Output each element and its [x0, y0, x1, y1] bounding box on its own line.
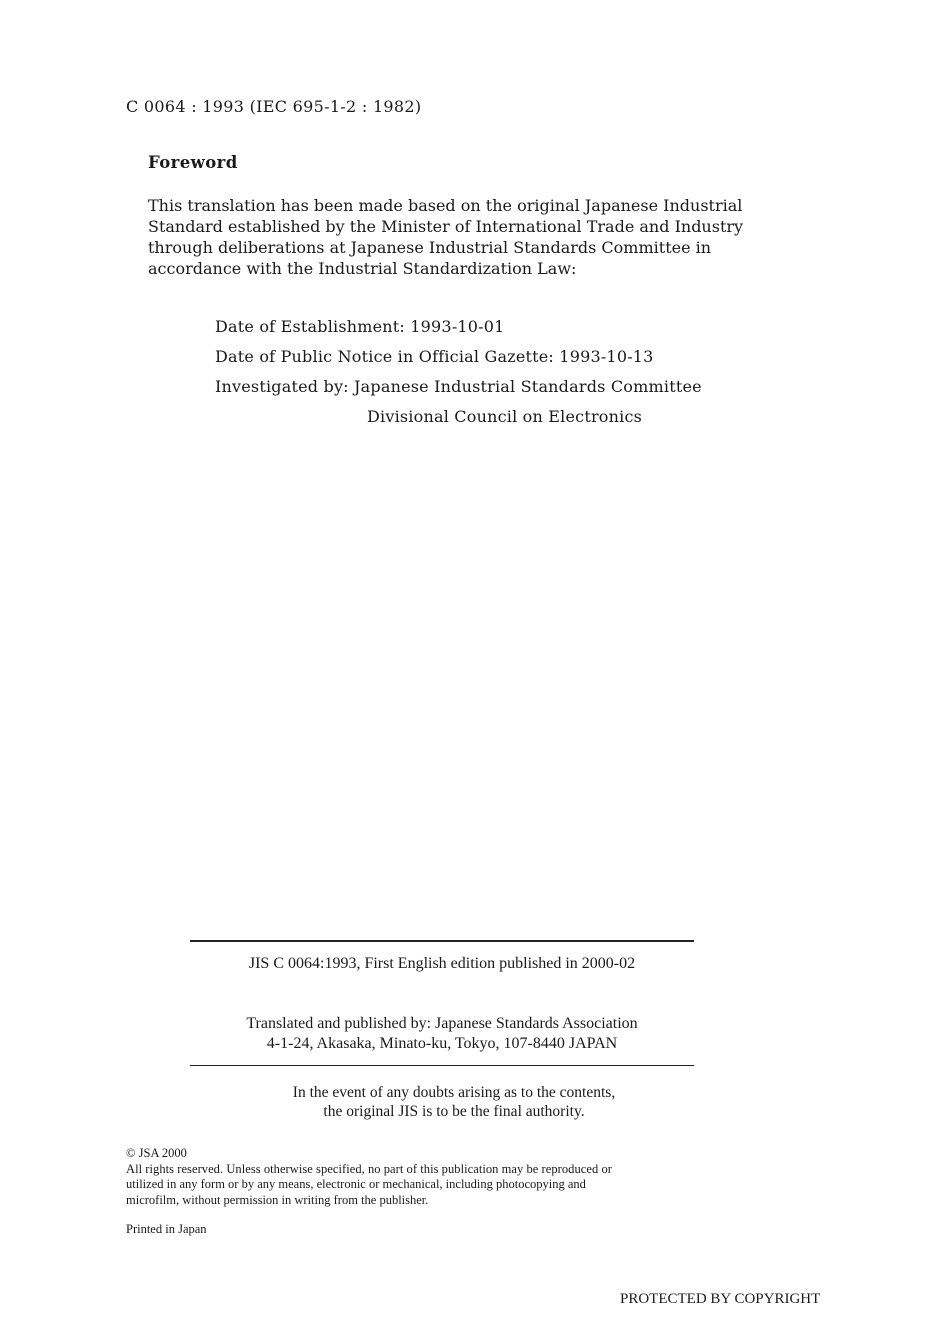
- foreword-paragraph: [148, 195, 768, 279]
- investigated-by-continuation: Divisional Council on Electronics: [367, 407, 643, 426]
- copyright-holder: © JSA 2000: [126, 1146, 187, 1160]
- rights-line: All rights reserved. Unless otherwise specified, no part of this publication may be reproduced or: [126, 1161, 612, 1176]
- publisher-address: 4-1-24, Akasaka, Minato-ku, Tokyo, 107-8440 JAPAN: [266, 1035, 618, 1052]
- foreword-line: accordance with the Industrial Standardization Law:: [148, 259, 577, 278]
- edition-statement: JIS C 0064:1993, First English edition published in 2000-02: [248, 955, 636, 972]
- foreword-line: through deliberations at Japanese Industrial Standards Committee in: [148, 238, 712, 257]
- foreword-heading: Foreword: [148, 153, 238, 172]
- rights-line: microfilm, without permission in writing from the publisher.: [126, 1192, 429, 1207]
- document-code: C 0064 : 1993 (IEC 695-1-2 : 1982): [126, 97, 422, 116]
- protected-by-copyright: PROTECTED BY COPYRIGHT: [620, 1291, 821, 1307]
- foreword-line: This translation has been made based on the original Japanese Industrial: [148, 196, 743, 215]
- copyright-block: [126, 1146, 766, 1208]
- authority-line: In the event of any doubts arising as to the contents,: [292, 1084, 616, 1101]
- authority-line: the original JIS is to be the final authority.: [323, 1103, 585, 1120]
- authority-notice: [0, 1083, 908, 1121]
- top-divider: [190, 940, 694, 942]
- printed-in: Printed in Japan: [126, 1222, 207, 1236]
- date-of-public-notice: Date of Public Notice in Official Gazette: 1993-10-13: [215, 347, 654, 366]
- date-of-establishment: Date of Establishment: 1993-10-01: [215, 317, 505, 336]
- publisher-line: Translated and published by: Japanese Standards Association: [246, 1015, 638, 1032]
- publisher-block: [0, 1014, 884, 1054]
- investigated-by: Investigated by: Japanese Industrial Standards Committee: [215, 377, 702, 396]
- middle-divider: [190, 1065, 694, 1066]
- foreword-line: Standard established by the Minister of International Trade and Industry: [148, 217, 744, 236]
- rights-line: utilized in any form or by any means, electronic or mechanical, including photocopying and: [126, 1177, 586, 1191]
